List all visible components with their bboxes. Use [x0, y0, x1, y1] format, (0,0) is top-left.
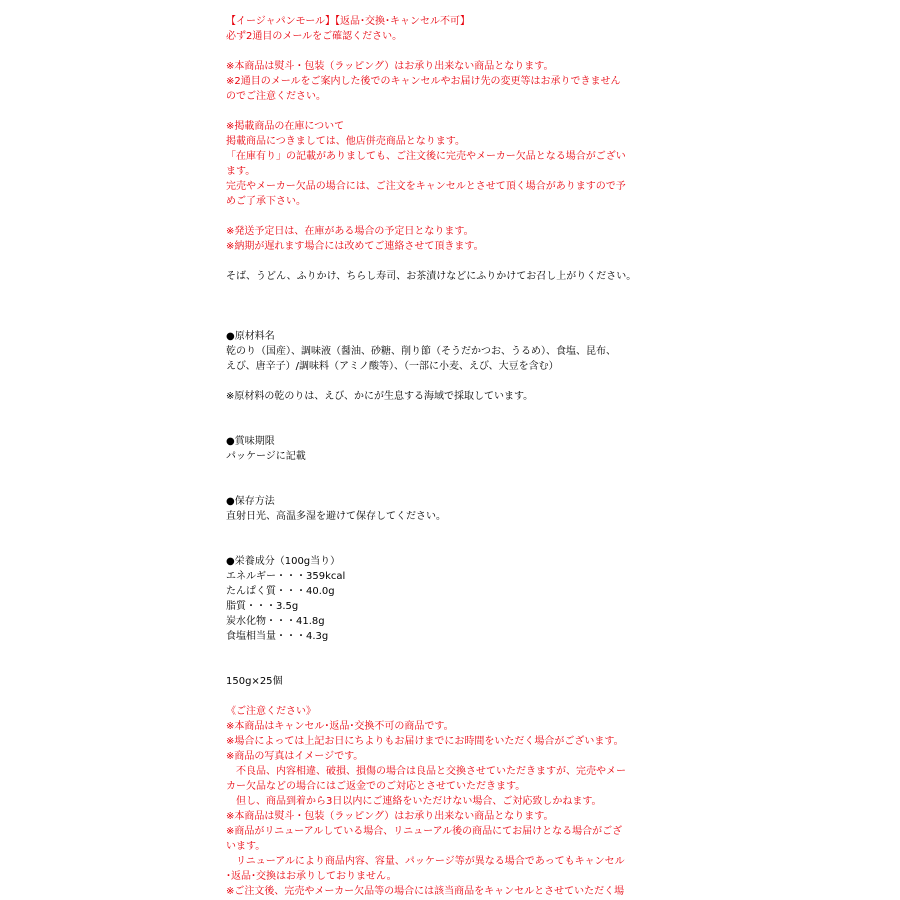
nutrition-line: 炭水化物・・・41.8g: [226, 616, 325, 627]
notice-line: 掲載商品につきましては、他店併売商品となります。: [226, 136, 465, 147]
header-line: 【イージャパンモール】【返品･交換･キャンセル不可】: [226, 16, 470, 27]
expiry-heading: ●賞味期限: [226, 436, 275, 447]
notice-line: めご了承下さい。: [226, 196, 306, 207]
caution-line: リニューアルにより商品内容、容量、パッケージ等が異なる場合であってもキャンセル: [226, 856, 625, 867]
nutrition-line: エネルギー・・・359kcal: [226, 571, 346, 582]
caution-line: 《ご注意ください》: [226, 706, 316, 717]
notice-line: のでご注意ください。: [226, 91, 326, 102]
caution-line: ※場合によっては上記お日にちよりもお届けまでにお時間をいただく場合がございます。: [226, 736, 624, 747]
expiry-text: パッケージに記載: [226, 451, 306, 462]
ingredients-list: [226, 344, 646, 374]
notice-line: 「在庫有り」の記載がありましても、ご注文後に完売やメーカー欠品となる場合がござい: [226, 151, 626, 162]
nutrition-line: たんぱく質・・・40.0g: [226, 586, 335, 597]
notice-line: ※掲載商品の在庫について: [226, 121, 345, 132]
quantity-text: 150g×25個: [226, 676, 283, 687]
wrapping-notice: [226, 59, 646, 104]
notice-line: ※2通目のメールをご案内した後でのキャンセルやお届け先の変更等はお承りできません: [226, 76, 621, 87]
ingredients-note: ※原材料の乾のりは、えび、かにが生息する海域で採取しています。: [226, 391, 534, 402]
nutrition-list: [226, 569, 646, 644]
notice-line: ※納期が遅れます場合には改めてご連絡させて頂きます。: [226, 241, 484, 252]
caution-notice: [226, 704, 646, 899]
ingredients-line: えび、唐辛子）/調味料（アミノ酸等）、（一部に小麦、えび、大豆を含む）: [226, 361, 559, 372]
notice-line: 完売やメーカー欠品の場合には、ご注文をキャンセルとさせて頂く場合がありますので予: [226, 181, 626, 192]
nutrition-line: 食塩相当量・・・4.3g: [226, 631, 329, 642]
notice-line: ます。: [226, 166, 256, 177]
storage-text: 直射日光、高温多湿を避けて保存してください。: [226, 511, 446, 522]
header-line: 必ず2通目のメールをご確認ください。: [226, 31, 403, 42]
caution-line: ※ご注文後、完売やメーカー欠品等の場合には該当商品をキャンセルとさせていただく場: [226, 886, 625, 897]
nutrition-line: 脂質・・・3.5g: [226, 601, 299, 612]
caution-line: ※商品の写真はイメージです。: [226, 751, 364, 762]
notice-line: ※本商品は熨斗・包装（ラッピング）はお承り出来ない商品となります。: [226, 61, 554, 72]
caution-line: ･返品･交換はお承りしておりません。: [226, 871, 397, 882]
ingredients-heading: ●原材料名: [226, 331, 275, 342]
store-header: [226, 14, 646, 44]
caution-line: います。: [226, 841, 266, 852]
caution-line: ※商品がリニューアルしている場合、リニューアル後の商品にてお届けとなる場合がござ: [226, 826, 623, 837]
storage-heading: ●保存方法: [226, 496, 275, 507]
caution-line: ※本商品は熨斗・包装（ラッピング）はお承り出来ない商品となります。: [226, 811, 554, 822]
caution-line: ※本商品はキャンセル･返品･交換不可の商品です。: [226, 721, 454, 732]
product-description: [226, 14, 646, 899]
caution-line: カー欠品などの場合にはご返金でのご対応とさせていただきます。: [226, 781, 526, 792]
usage-text: そば、うどん、ふりかけ、ちらし寿司、お茶漬けなどにふりかけてお召し上がりください。: [226, 271, 637, 282]
nutrition-heading: ●栄養成分（100g当り）: [226, 556, 341, 567]
stock-notice: [226, 119, 646, 209]
shipping-notice: [226, 224, 646, 254]
caution-line: 不良品、内容相違、破損、損傷の場合は良品と交換させていただきますが、完売やメー: [226, 766, 626, 777]
caution-line: 但し、商品到着から3日以内にご連絡をいただけない場合、ご対応致しかねます。: [226, 796, 602, 807]
notice-line: ※発送予定日は、在庫がある場合の予定日となります。: [226, 226, 474, 237]
ingredients-line: 乾のり（国産）、調味液（醤油、砂糖、削り節（そうだかつお、うるめ）、食塩、昆布、: [226, 346, 616, 357]
